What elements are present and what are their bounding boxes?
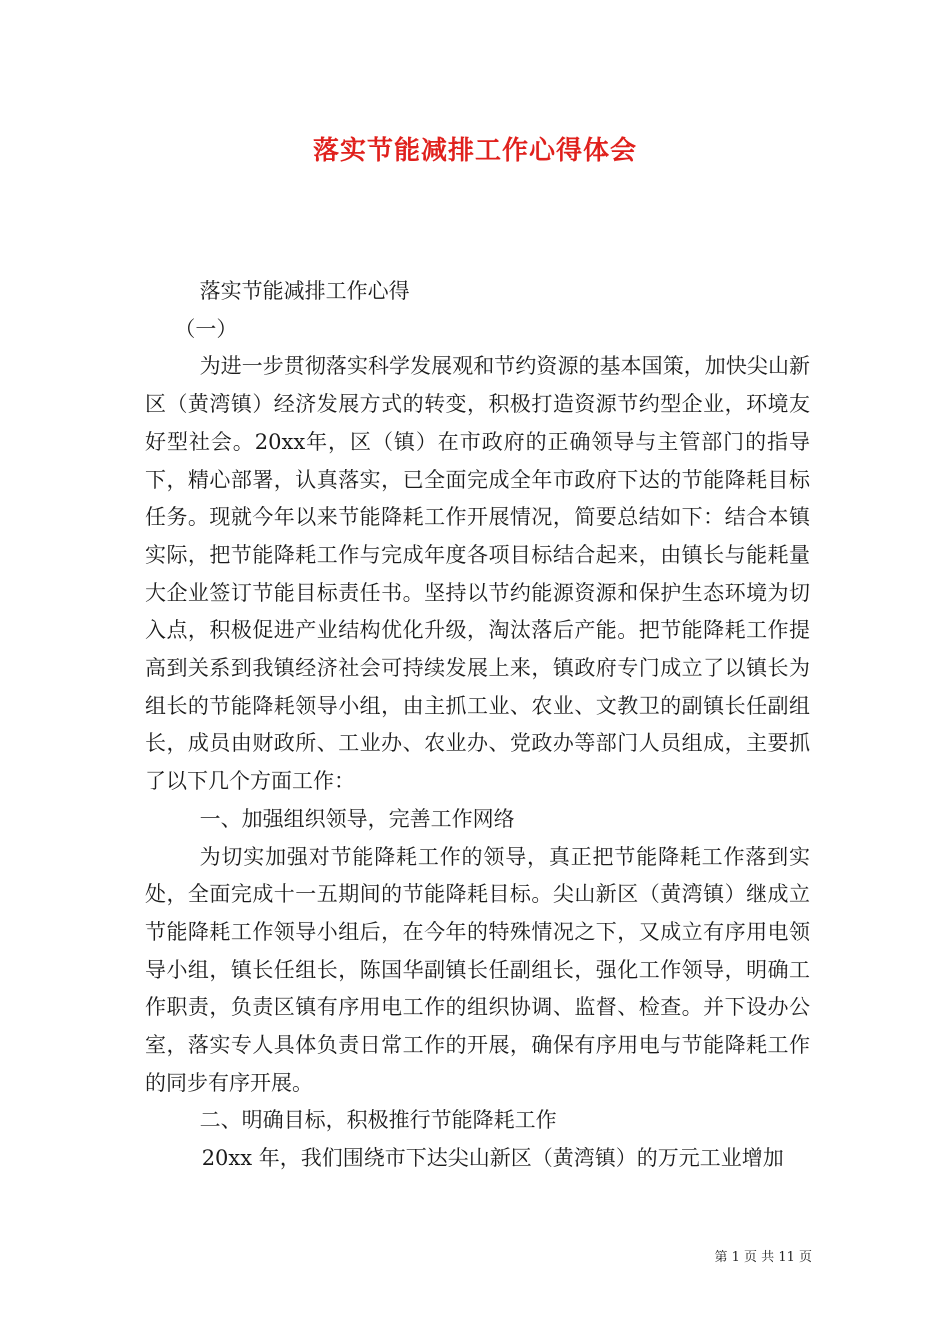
section-marker: （一） xyxy=(174,316,238,341)
paragraph-2: 为切实加强对节能降耗工作的领导，真正把节能降耗工作落到实处，全面完成十一五期间的节能降耗目标。尖山新区（黄湾镇）继成立节能降耗工作领导小组后，在今年的特殊情况之下，又成立有序用电领导小组，镇长任组长，陈国华副镇长任副组长，强化工作领导，明确工作职责，负责区镇有序用电工作的组织协调、监督、检查。并下设办公室，落实专人具体负责日常工作的开展，确保有序用电与节能降耗工作的同步有序开展。 xyxy=(145,844,810,1095)
document-subtitle: 落实节能减排工作心得 xyxy=(199,279,410,303)
document-title: 落实节能减排工作心得体会 xyxy=(312,136,637,166)
paragraph-3: 20xx 年，我们围绕市下达尖山新区（黄湾镇）的万元工业增加 xyxy=(201,1146,784,1171)
heading-2: 二、明确目标，积极推行节能降耗工作 xyxy=(199,1108,557,1133)
page-number-footer: 第 1 页 共 11 页 xyxy=(714,1250,812,1265)
paragraph-1: 为进一步贯彻落实科学发展观和节约资源的基本国策，加快尖山新区（黄湾镇）经济发展方式的转变，积极打造资源节约型企业，环境友好型社会。20xx年，区（镇）在市政府的正确领导与主管部门的指导下，精心部署，认真落实，已全面完成全年市政府下达的节能降耗目标任务。现就今年以来节能降耗工作开展情况，简要总结如下：结合本镇实际，把节能降耗工作与完成年度各项目标结合起来，由镇长与能耗量大企业签订节能目标责任书。坚持以节约能源资源和保护生态环境为切入点，积极促进产业结构优化升级，淘汰落后产能。把节能降耗工作提高到关系到我镇经济社会可持续发展上来，镇政府专门成立了以镇长为组长的节能降耗领导小组，由主抓工业、农业、文教卫的副镇长任副组长，成员由财政所、工业办、农业办、党政办等部门人员组成，主要抓了以下几个方面工作： xyxy=(145,354,810,794)
heading-1: 一、加强组织领导，完善工作网络 xyxy=(199,806,515,831)
document-body xyxy=(145,273,810,1178)
